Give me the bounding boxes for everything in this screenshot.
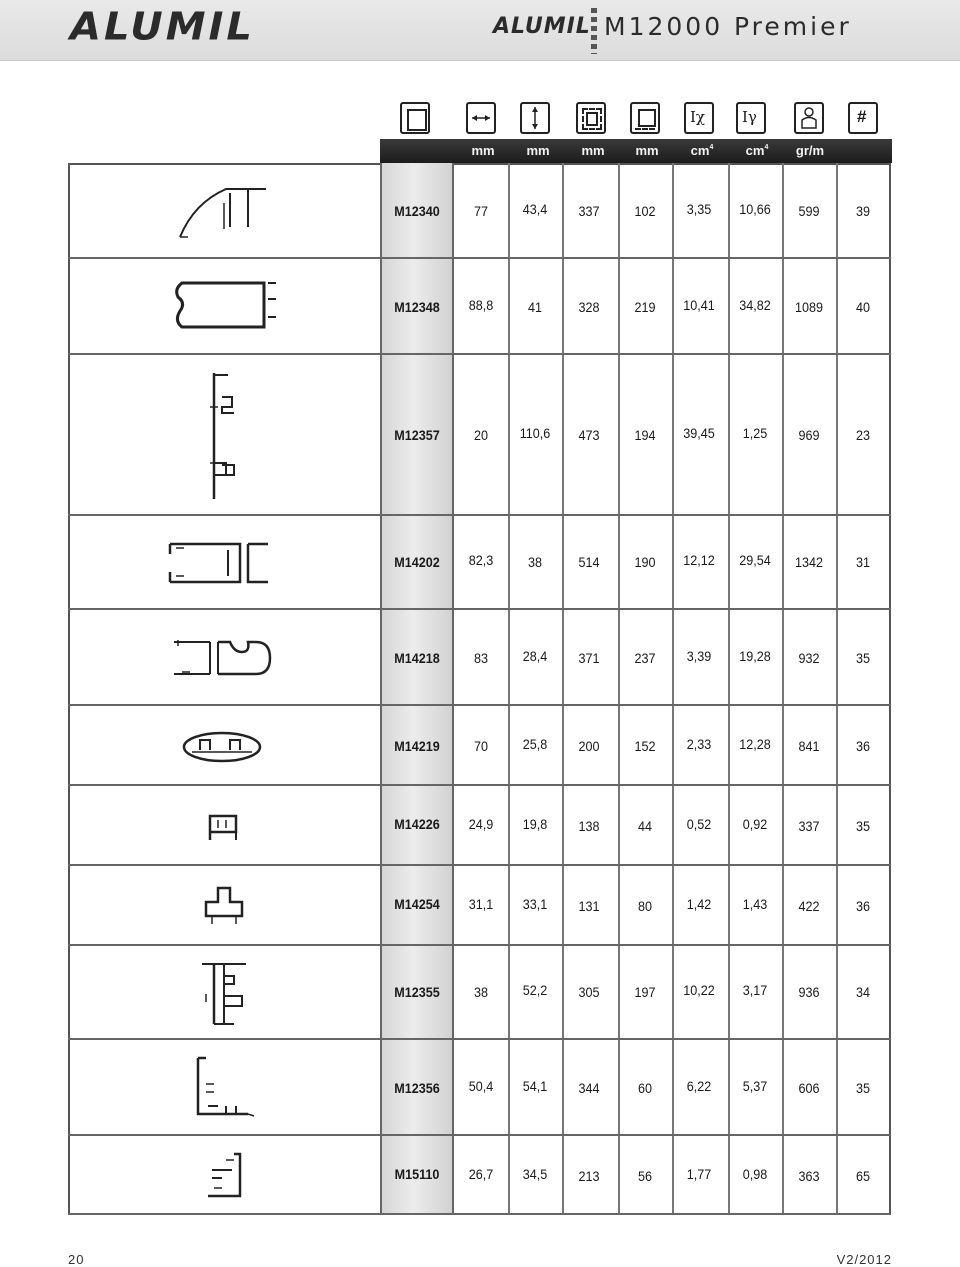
profile-drawing [208,371,248,506]
table-row [68,1040,891,1136]
value-width: 50,4 [468,1078,494,1094]
profile-drawing [198,960,254,1033]
frame-dashed-bottom-icon [630,102,660,134]
value-weight: 422 [798,898,820,914]
value-height: 41 [527,299,543,315]
value-coated: 60 [637,1080,653,1096]
table-row [68,355,891,516]
value-perimeter: 138 [578,818,600,834]
value-perimeter: 213 [578,1168,600,1184]
value-weight: 932 [798,650,820,666]
value-coated: 190 [634,554,656,570]
value-ix: 1,77 [686,1166,712,1182]
value-width: 83 [473,650,489,666]
value-coated: 237 [634,650,656,666]
profile-code: M12355 [394,984,440,1000]
value-page: 39 [855,203,871,219]
table-row [68,786,891,866]
table-row [68,516,891,610]
page-number: 20 [68,1252,85,1267]
value-coated: 219 [634,299,656,315]
value-iy: 1,43 [742,896,768,912]
brand-logo: ALUMIL [70,5,255,49]
value-coated: 80 [637,898,653,914]
value-ix: 1,42 [686,896,712,912]
value-perimeter: 344 [578,1080,600,1096]
value-perimeter: 514 [578,554,600,570]
value-iy: 1,25 [742,425,768,441]
value-height: 25,8 [522,736,548,752]
value-height: 38 [527,554,543,570]
unit-coated: mm [635,143,659,158]
value-ix: 10,41 [683,297,715,313]
value-perimeter: 337 [578,203,600,219]
value-weight: 841 [798,738,820,754]
value-iy: 0,92 [742,816,768,832]
value-ix: 10,22 [683,982,715,998]
ix-icon [684,102,714,134]
value-height: 34,5 [522,1166,548,1182]
profile-drawing [182,730,266,769]
value-page: 35 [855,818,871,834]
value-height: 43,4 [522,201,548,217]
table-row [68,1136,891,1215]
page-ref-label: # [857,107,867,126]
value-ix: 3,39 [686,648,712,664]
value-iy: 34,82 [739,297,771,313]
value-width: 70 [473,738,489,754]
frame-dashed-icon [576,102,606,134]
table-row [68,706,891,786]
series-title: M12000 Premier [604,12,852,41]
value-width: 82,3 [468,552,494,568]
value-iy: 10,66 [739,201,771,217]
value-page: 34 [855,984,871,1000]
value-height: 52,2 [522,982,548,998]
value-iy: 29,54 [739,552,771,568]
value-ix: 3,35 [686,201,712,217]
profile-drawing [168,540,278,591]
table-row [68,946,891,1040]
profile-code: M14254 [394,896,440,912]
value-coated: 56 [637,1168,653,1184]
profile-drawing [172,638,272,683]
header-band [0,0,960,61]
value-ix: 6,22 [686,1078,712,1094]
unit-width: mm [471,143,495,158]
value-perimeter: 200 [578,738,600,754]
value-ix: 2,33 [686,736,712,752]
value-page: 31 [855,554,871,570]
value-page: 35 [855,650,871,666]
value-page: 35 [855,1080,871,1096]
value-coated: 197 [634,984,656,1000]
brand-logo-small: ALUMIL [493,14,591,39]
profile-drawing [204,1150,254,1205]
value-page: 36 [855,898,871,914]
table-row [68,259,891,355]
ix-label: Iχ [690,108,706,126]
value-page: 40 [855,299,871,315]
profile-code: M12340 [394,203,440,219]
value-width: 77 [473,203,489,219]
value-weight: 606 [798,1080,820,1096]
value-weight: 599 [798,203,820,219]
value-weight: 337 [798,818,820,834]
value-width: 26,7 [468,1166,494,1182]
unit-ix [674,139,730,163]
value-perimeter: 328 [578,299,600,315]
unit-height: mm [526,143,550,158]
unit-header-bar [380,139,892,163]
value-ix: 0,52 [686,816,712,832]
glazing-person-icon [794,102,824,134]
value-width: 31,1 [468,896,494,912]
value-weight: 936 [798,984,820,1000]
value-width: 24,9 [468,816,494,832]
value-iy: 0,98 [742,1166,768,1182]
value-perimeter: 131 [578,898,600,914]
value-weight: 969 [798,427,820,443]
value-coated: 44 [637,818,653,834]
profile-code: M14202 [394,554,440,570]
value-iy: 19,28 [739,648,771,664]
value-weight: 1342 [794,554,824,570]
profile-code: M14218 [394,650,440,666]
profile-drawing [202,884,252,933]
value-width: 38 [473,984,489,1000]
value-coated: 152 [634,738,656,754]
profile-drawing [206,812,246,847]
value-page: 23 [855,427,871,443]
value-coated: 194 [634,427,656,443]
profile-code: M15110 [394,1166,440,1182]
document-version: V2/2012 [836,1252,892,1267]
profile-code: M12348 [394,299,440,315]
table-row [68,610,891,706]
value-weight: 1089 [794,299,824,315]
iy-label: Iγ [742,108,757,126]
value-weight: 363 [798,1168,820,1184]
profile-drawing [172,281,282,336]
profile-code: M12356 [394,1080,440,1096]
table-row [68,866,891,946]
profile-code: M12357 [394,427,440,443]
value-page: 65 [855,1168,871,1184]
value-perimeter: 473 [578,427,600,443]
value-iy: 3,17 [742,982,768,998]
profile-code: M14226 [394,816,440,832]
unit-iy-text: cm [745,143,765,158]
value-page: 36 [855,738,871,754]
value-height: 110,6 [519,425,551,441]
value-perimeter: 305 [578,984,600,1000]
unit-perimeter: mm [581,143,605,158]
height-arrow-icon [520,102,550,134]
profile-drawing [192,1056,262,1129]
value-height: 33,1 [522,896,548,912]
unit-iy [730,139,784,163]
value-ix: 39,45 [683,425,715,441]
unit-iy-sup: 4 [764,144,769,151]
brand-separator [591,8,597,54]
iy-icon [736,102,766,134]
value-width: 20 [473,427,489,443]
profile-code: M14219 [394,738,440,754]
unit-ix-text: cm [690,143,710,158]
value-iy: 5,37 [742,1078,768,1094]
value-width: 88,8 [468,297,494,313]
profile-drawing [176,185,266,250]
value-perimeter: 371 [578,650,600,666]
value-height: 19,8 [522,816,548,832]
value-height: 54,1 [522,1078,548,1094]
table-row [68,163,891,259]
unit-weight: gr/m [795,143,825,158]
value-height: 28,4 [522,648,548,664]
page-ref-icon [848,102,878,134]
value-coated: 102 [634,203,656,219]
width-arrow-icon [466,102,496,134]
frame-outer-icon [400,102,430,134]
value-iy: 12,28 [739,736,771,752]
value-ix: 12,12 [683,552,715,568]
unit-ix-sup: 4 [709,144,714,151]
